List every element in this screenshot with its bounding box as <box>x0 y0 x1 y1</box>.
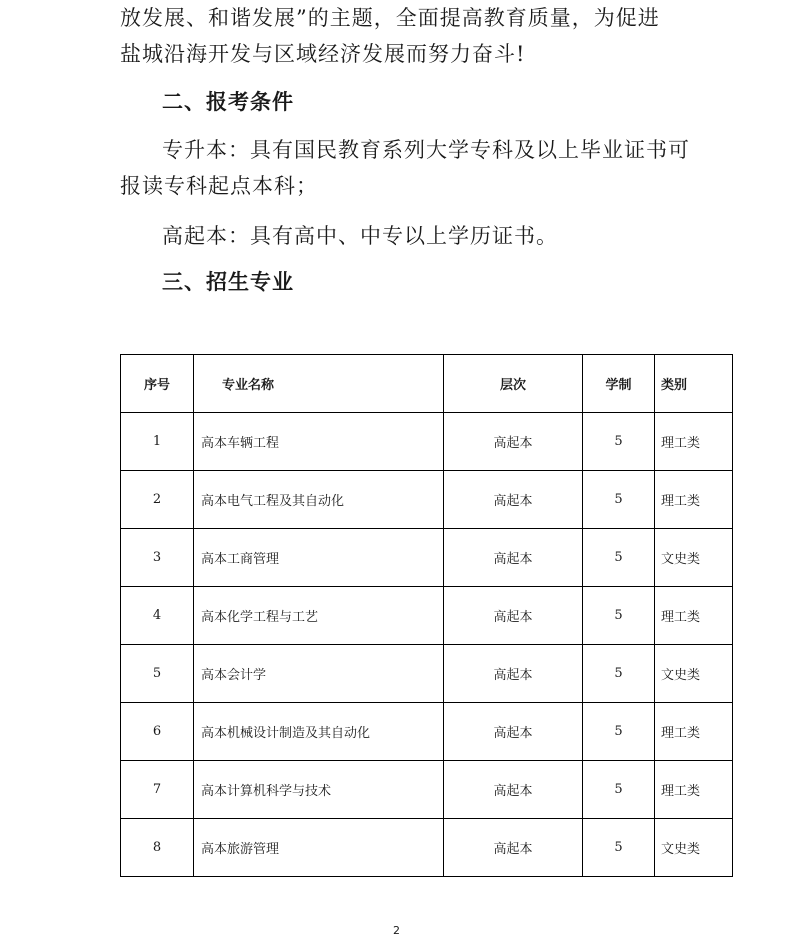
cell-level: 高起本 <box>444 529 583 587</box>
cell-duration: 5 <box>583 761 655 819</box>
cell-major-name: 高本机械设计制造及其自动化 <box>194 703 444 761</box>
cell-duration: 5 <box>583 529 655 587</box>
cell-number: 2 <box>121 471 194 529</box>
cell-category: 文史类 <box>655 819 733 877</box>
cell-level: 高起本 <box>444 413 583 471</box>
table-row <box>121 645 733 703</box>
table-row <box>121 413 733 471</box>
header-cell-number: 序号 <box>121 355 194 413</box>
cell-number: 4 <box>121 587 194 645</box>
header-cell-duration: 学制 <box>583 355 655 413</box>
cell-category: 文史类 <box>655 645 733 703</box>
cell-duration: 5 <box>583 703 655 761</box>
cell-category: 文史类 <box>655 529 733 587</box>
cell-number: 8 <box>121 819 194 877</box>
cell-major-name: 高本电气工程及其自动化 <box>194 471 444 529</box>
cell-level: 高起本 <box>444 645 583 703</box>
cell-major-name: 高本车辆工程 <box>194 413 444 471</box>
paragraph-line: 高起本：具有高中、中专以上学历证书。 <box>162 224 558 248</box>
table-row <box>121 819 733 877</box>
cell-duration: 5 <box>583 413 655 471</box>
page-number: 2 <box>393 924 400 937</box>
paragraph-line: 报读专科起点本科； <box>120 174 318 198</box>
cell-category: 理工类 <box>655 703 733 761</box>
cell-major-name: 高本工商管理 <box>194 529 444 587</box>
cell-level: 高起本 <box>444 471 583 529</box>
cell-major-name: 高本化学工程与工艺 <box>194 587 444 645</box>
table-row <box>121 703 733 761</box>
table-row <box>121 529 733 587</box>
header-cell-category: 类别 <box>655 355 733 413</box>
cell-number: 3 <box>121 529 194 587</box>
cell-number: 6 <box>121 703 194 761</box>
cell-category: 理工类 <box>655 587 733 645</box>
cell-major-name: 高本会计学 <box>194 645 444 703</box>
cell-number: 1 <box>121 413 194 471</box>
paragraph-line: 盐城沿海开发与区域经济发展而努力奋斗! <box>120 42 526 66</box>
cell-level: 高起本 <box>444 761 583 819</box>
table-row <box>121 471 733 529</box>
cell-major-name: 高本旅游管理 <box>194 819 444 877</box>
cell-number: 7 <box>121 761 194 819</box>
cell-level: 高起本 <box>444 819 583 877</box>
cell-duration: 5 <box>583 587 655 645</box>
header-cell-level: 层次 <box>444 355 583 413</box>
cell-duration: 5 <box>583 471 655 529</box>
cell-level: 高起本 <box>444 703 583 761</box>
table-row <box>121 587 733 645</box>
cell-duration: 5 <box>583 819 655 877</box>
cell-number: 5 <box>121 645 194 703</box>
table-header-row <box>121 355 733 413</box>
paragraph-line: 放发展、和谐发展”的主题，全面提高教育质量，为促进 <box>120 6 660 30</box>
header-cell-major-name: 专业名称 <box>194 355 444 413</box>
section-heading-requirements: 二、报考条件 <box>162 90 294 114</box>
cell-level: 高起本 <box>444 587 583 645</box>
cell-category: 理工类 <box>655 761 733 819</box>
table-row <box>121 761 733 819</box>
majors-table <box>120 354 733 877</box>
cell-category: 理工类 <box>655 471 733 529</box>
cell-duration: 5 <box>583 645 655 703</box>
cell-major-name: 高本计算机科学与技术 <box>194 761 444 819</box>
paragraph-line: 专升本：具有国民教育系列大学专科及以上毕业证书可 <box>162 138 690 162</box>
cell-category: 理工类 <box>655 413 733 471</box>
section-heading-majors: 三、招生专业 <box>162 270 294 294</box>
